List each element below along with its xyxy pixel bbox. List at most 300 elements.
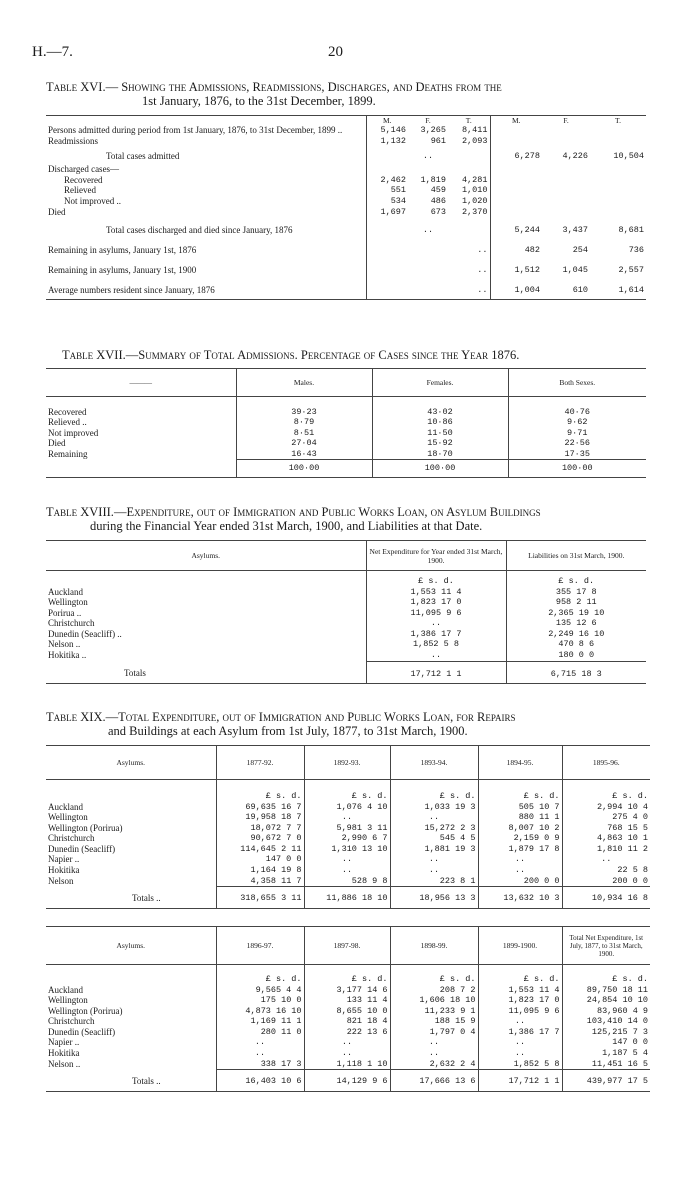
- table-row: [46, 1006, 650, 1017]
- t18-col: Asylums.: [191, 551, 221, 560]
- cell: 2,365 19 10: [506, 608, 646, 619]
- cell: 5,146: [366, 125, 408, 136]
- row-label: Persons admitted during period from 1st January, 1876, to 31st December, 1899 ..: [48, 125, 343, 135]
- table-row: [46, 239, 646, 259]
- table-row: [46, 812, 650, 823]
- row-label: Remaining: [48, 448, 88, 459]
- row-label: Relieved ..: [48, 417, 87, 428]
- row-label: Auckland: [48, 801, 83, 812]
- table18-title: [46, 505, 646, 533]
- cell: 1,045: [562, 265, 588, 276]
- table-row: [46, 438, 646, 449]
- row-label: Readmissions: [48, 135, 99, 146]
- cell: ..: [478, 865, 562, 876]
- cell: 551: [366, 185, 408, 196]
- total-cell: 13,632 10 3: [478, 887, 562, 909]
- cell: 505 10 7: [478, 802, 562, 813]
- t16-col: M.: [490, 116, 542, 126]
- cell: ..: [366, 146, 490, 164]
- table-row: [46, 217, 646, 239]
- cell: 2,994 10 4: [562, 802, 650, 813]
- table-row: [46, 597, 646, 608]
- cell: 222 13 6: [304, 1027, 390, 1038]
- cell: ..: [366, 239, 490, 259]
- cell: 1,614: [618, 285, 644, 296]
- cell: 11,233 9 1: [390, 1006, 478, 1017]
- table18-label: Table XVIII.: [46, 505, 114, 519]
- cell: 3,177 14 6: [304, 985, 390, 996]
- row-label: Died: [48, 438, 66, 449]
- cell: 27·04: [236, 438, 372, 449]
- table-row: [46, 629, 646, 640]
- t16-col: F.: [425, 116, 431, 125]
- table16-label: Table XVI.: [46, 80, 106, 94]
- cell: 2,632 2 4: [390, 1059, 478, 1070]
- cell: 1,852 5 8: [478, 1059, 562, 1070]
- cell: 6,278: [490, 146, 542, 164]
- table-row: [46, 185, 646, 196]
- cell: 1,310 13 10: [304, 844, 390, 855]
- table-row: [46, 865, 650, 876]
- cell: 280 11 0: [216, 1027, 304, 1038]
- unit-label: £ s. d.: [216, 965, 304, 985]
- cell: 11,451 16 5: [562, 1059, 650, 1070]
- table-row: [46, 639, 646, 650]
- table16-title-a: — Showing the Admissions, Readmissions, Discharges, and Deaths from the: [105, 80, 502, 94]
- row-label: Wellington (Porirua): [48, 822, 123, 833]
- t17-col: Males.: [236, 369, 372, 397]
- row-label: Wellington: [48, 812, 88, 823]
- cell: 545 4 5: [390, 833, 478, 844]
- table17-label: Table XVII.: [62, 348, 126, 362]
- unit-label: £ s. d.: [216, 780, 304, 802]
- cell: 2,462: [366, 175, 408, 186]
- cell: 11,095 9 6: [366, 608, 506, 619]
- cell: 8·79: [236, 417, 372, 428]
- cell: 8,655 10 0: [304, 1006, 390, 1017]
- table-row: [46, 417, 646, 428]
- t19a-col: 1877-92.: [216, 746, 304, 780]
- t16-col: T.: [465, 116, 472, 125]
- t17-col: Both Sexes.: [508, 369, 646, 397]
- table17-title-text: —Summary of Total Admissions. Percentage of Cases since the Year 1876.: [125, 348, 520, 362]
- cell: 958 2 11: [506, 597, 646, 608]
- cell: ..: [366, 217, 490, 239]
- cell: 1,004: [490, 279, 542, 299]
- cell: 11,095 9 6: [478, 1006, 562, 1017]
- totals-label: Totals: [124, 668, 146, 679]
- cell: ..: [304, 865, 390, 876]
- unit-label: £ s. d.: [562, 965, 650, 985]
- table19-part2: [46, 926, 650, 1092]
- total-cell: 11,886 18 10: [304, 887, 390, 909]
- cell: 18·70: [372, 449, 508, 460]
- t19b-col: 1898-99.: [390, 927, 478, 965]
- total-cell: 6,715 18 3: [506, 661, 646, 683]
- table-row: [46, 1027, 650, 1038]
- cell: 528 9 8: [304, 876, 390, 887]
- t16-col: M.: [366, 116, 408, 126]
- t17-col: ———: [129, 378, 152, 387]
- total-cell: 17,666 13 6: [390, 1070, 478, 1092]
- unit-label: £ s. d.: [390, 780, 478, 802]
- row-label: Relieved: [64, 185, 96, 196]
- cell: 1,819: [420, 174, 446, 185]
- row-label: Not improved: [48, 427, 99, 438]
- cell: 1,823 17 0: [366, 597, 506, 608]
- table-row: [46, 618, 646, 629]
- cell: ..: [478, 1037, 562, 1048]
- cell: 673: [430, 206, 446, 217]
- cell: 180 0 0: [506, 650, 646, 661]
- cell: ..: [366, 618, 506, 629]
- table-row: [46, 587, 646, 598]
- table-row: [46, 650, 646, 661]
- cell: 275 4 0: [562, 812, 650, 823]
- cell: 15·92: [372, 438, 508, 449]
- cell: 17·35: [508, 449, 646, 460]
- unit-label: £ s. d.: [304, 965, 390, 985]
- cell: 223 8 1: [390, 876, 478, 887]
- table19-title-a: —Total Expenditure, out of Immigration and Public Works Loan, for Repairs: [105, 710, 516, 724]
- cell: 114,645 2 11: [216, 844, 304, 855]
- t19a-col: 1894-95.: [478, 746, 562, 780]
- cell: 1,386 17 7: [478, 1027, 562, 1038]
- cell: 90,672 7 0: [216, 833, 304, 844]
- cell: 1,697: [366, 207, 408, 218]
- cell: 459: [430, 185, 446, 196]
- row-label: Napier ..: [48, 854, 80, 865]
- cell: 2,557: [618, 265, 644, 276]
- table-row: [46, 1016, 650, 1027]
- total-cell: 10,934 16 8: [562, 887, 650, 909]
- table-row: [46, 164, 646, 175]
- cell: 1,553 11 4: [366, 587, 506, 598]
- t19a-col: 1893-94.: [390, 746, 478, 780]
- cell: 89,750 18 11: [562, 985, 650, 996]
- cell: 135 12 6: [506, 618, 646, 629]
- row-label: Dunedin (Seacliff) ..: [48, 628, 122, 639]
- cell: 2,093: [461, 135, 488, 146]
- row-label: Dunedin (Seacliff): [48, 1026, 116, 1037]
- t16-col: F.: [563, 116, 569, 125]
- cell: 4,863 10 1: [562, 833, 650, 844]
- cell: 9·71: [508, 428, 646, 439]
- row-label: Recovered: [64, 174, 103, 185]
- row-label: Hokitika: [48, 865, 80, 876]
- cell: 2,159 0 9: [478, 833, 562, 844]
- total-cell: 16,403 10 6: [216, 1070, 304, 1092]
- cell: 10,504: [613, 151, 644, 162]
- t19a-col: Asylums.: [116, 758, 146, 767]
- cell: 2,249 16 10: [506, 629, 646, 640]
- cell: 9,565 4 4: [216, 985, 304, 996]
- row-label: Nelson ..: [48, 1058, 81, 1069]
- row-label: Not improved ..: [64, 195, 121, 206]
- row-label: Napier ..: [48, 1037, 80, 1048]
- t19b-col: 1899-1900.: [478, 927, 562, 965]
- table-row: [46, 876, 650, 887]
- cell: 961: [430, 135, 446, 146]
- cell: 4,281: [461, 174, 488, 185]
- table16: [46, 115, 646, 300]
- table19-title: [46, 710, 646, 738]
- cell: 5,244: [490, 217, 542, 239]
- table-row: [46, 146, 646, 164]
- cell: ..: [366, 650, 506, 661]
- table-row: [46, 136, 646, 147]
- table-row: [46, 407, 646, 418]
- row-label: Christchurch: [48, 1016, 95, 1027]
- cell: 16·43: [236, 449, 372, 460]
- page-header-left: H.—7.: [32, 44, 73, 60]
- cell: 1,076 4 10: [304, 802, 390, 813]
- total-cell: 18,956 13 3: [390, 887, 478, 909]
- total-cell: 17,712 1 1: [366, 661, 506, 683]
- cell: 208 7 2: [390, 985, 478, 996]
- cell: 768 15 5: [562, 823, 650, 834]
- cell: 83,960 4 9: [562, 1006, 650, 1017]
- row-label: Dunedin (Seacliff): [48, 843, 116, 854]
- table-row: [46, 196, 646, 207]
- row-label: Wellington: [48, 995, 88, 1006]
- cell: 8,411: [461, 125, 488, 135]
- cell: ..: [390, 812, 478, 823]
- cell: 10·86: [372, 417, 508, 428]
- table-row: [46, 608, 646, 619]
- row-label: Died: [48, 206, 66, 217]
- cell: ..: [304, 1037, 390, 1048]
- total-cell: 14,129 9 6: [304, 1070, 390, 1092]
- table18: [46, 540, 646, 684]
- row-label: Recovered: [48, 406, 87, 417]
- unit-label: £ s. d.: [390, 965, 478, 985]
- page-number: 20: [328, 44, 343, 60]
- cell: 610: [572, 285, 588, 296]
- cell: ..: [304, 812, 390, 823]
- row-label: Auckland: [48, 984, 83, 995]
- unit-label: £ s. d.: [478, 965, 562, 985]
- row-label: Average numbers resident since January, 1876: [48, 285, 215, 296]
- cell: ..: [478, 1048, 562, 1059]
- cell: 8,007 10 2: [478, 823, 562, 834]
- unit-label: £ s. d.: [506, 571, 646, 587]
- cell: 1,797 0 4: [390, 1027, 478, 1038]
- cell: 254: [572, 245, 588, 256]
- total-cell: 100·00: [236, 460, 372, 478]
- table18-title-a: —Expenditure, out of Immigration and Public Works Loan, on Asylum Buildings: [113, 505, 541, 519]
- cell: 15,272 2 3: [390, 823, 478, 834]
- row-label: Hokitika ..: [48, 650, 87, 661]
- cell: ..: [366, 259, 490, 279]
- cell: 19,958 18 7: [216, 812, 304, 823]
- row-label: Hokitika: [48, 1048, 80, 1059]
- row-label: Remaining in asylums, January 1st, 1900: [48, 265, 197, 276]
- cell: ..: [304, 854, 390, 865]
- table19-part1: [46, 745, 650, 909]
- cell: 880 11 1: [478, 812, 562, 823]
- cell: 4,226: [562, 151, 588, 162]
- table-row: [46, 844, 650, 855]
- cell: 1,386 17 7: [366, 629, 506, 640]
- table-row: [46, 279, 646, 299]
- cell: 103,410 14 0: [562, 1016, 650, 1027]
- cell: 1,187 5 4: [562, 1048, 650, 1059]
- total-cell: 17,712 1 1: [478, 1070, 562, 1092]
- cell: 736: [628, 245, 644, 256]
- row-label: Nelson ..: [48, 639, 81, 650]
- table-row: [46, 207, 646, 218]
- cell: 1,164 19 8: [216, 865, 304, 876]
- table-row: [46, 833, 650, 844]
- cell: 1,010: [461, 185, 488, 196]
- cell: 147 0 0: [562, 1037, 650, 1048]
- table17: [46, 368, 646, 478]
- unit-label: £ s. d.: [366, 571, 506, 587]
- cell: 175 10 0: [216, 995, 304, 1006]
- cell: 2,990 6 7: [304, 833, 390, 844]
- cell: ..: [478, 854, 562, 865]
- cell: 147 0 0: [216, 854, 304, 865]
- row-label: Total cases admitted: [106, 151, 180, 162]
- t19b-col: 1896-97.: [216, 927, 304, 965]
- cell: 188 15 9: [390, 1016, 478, 1027]
- cell: 470 8 6: [506, 639, 646, 650]
- row-label: Auckland: [48, 586, 83, 597]
- table16-title: [46, 80, 646, 108]
- cell: 1,512: [490, 259, 542, 279]
- cell: 22·56: [508, 438, 646, 449]
- cell: 1,823 17 0: [478, 995, 562, 1006]
- cell: 4,873 16 10: [216, 1006, 304, 1017]
- table-row: [46, 125, 646, 136]
- row-label: Total cases discharged and died since January, 1876: [106, 225, 293, 236]
- row-label: Remaining in asylums, January 1st, 1876: [48, 245, 197, 256]
- cell: 1,033 19 3: [390, 802, 478, 813]
- table17-title: [62, 348, 662, 362]
- cell: 3,437: [562, 225, 588, 236]
- cell: 534: [366, 196, 408, 207]
- row-label: Porirua ..: [48, 607, 82, 618]
- table-row: [46, 995, 650, 1006]
- table-row: [46, 802, 650, 813]
- unit-label: £ s. d.: [562, 780, 650, 802]
- cell: 125,215 7 3: [562, 1027, 650, 1038]
- cell: ..: [390, 1048, 478, 1059]
- cell: 40·76: [508, 407, 646, 418]
- table-row: [46, 854, 650, 865]
- row-label: Christchurch: [48, 618, 95, 629]
- cell: 1,881 19 3: [390, 844, 478, 855]
- row-label: Discharged cases—: [48, 164, 120, 175]
- cell: 2,370: [461, 206, 488, 217]
- cell: ..: [562, 854, 650, 865]
- cell: 133 11 4: [304, 995, 390, 1006]
- t19a-col: 1895-96.: [562, 746, 650, 780]
- table-row: [46, 1048, 650, 1059]
- cell: 18,072 7 7: [216, 823, 304, 834]
- t18-col: Net Expenditure for Year ended 31st March, 1900.: [366, 541, 506, 571]
- cell: 69,635 16 7: [216, 802, 304, 813]
- cell: ..: [366, 279, 490, 299]
- cell: 355 17 8: [506, 587, 646, 598]
- table-row: [46, 823, 650, 834]
- cell: ..: [216, 1048, 304, 1059]
- cell: 200 0 0: [562, 876, 650, 887]
- t19b-col: Asylums.: [116, 941, 146, 950]
- total-cell: 439,977 17 5: [562, 1070, 650, 1092]
- cell: 3,265: [420, 125, 446, 135]
- cell: 1,879 17 8: [478, 844, 562, 855]
- row-label: Wellington: [48, 597, 88, 608]
- cell: 1,810 11 2: [562, 844, 650, 855]
- cell: 486: [430, 195, 446, 206]
- cell: ..: [478, 1016, 562, 1027]
- cell: 821 18 4: [304, 1016, 390, 1027]
- table-row: [46, 428, 646, 439]
- cell: 338 17 3: [216, 1059, 304, 1070]
- table16-title-b: 1st January, 1876, to the 31st December, 1899.: [142, 94, 376, 108]
- table-row: [46, 1037, 650, 1048]
- total-cell: 100·00: [372, 460, 508, 478]
- table-row: [46, 449, 646, 460]
- cell: 200 0 0: [478, 876, 562, 887]
- cell: 482: [490, 239, 542, 259]
- cell: ..: [304, 1048, 390, 1059]
- unit-label: £ s. d.: [478, 780, 562, 802]
- table-row: [46, 175, 646, 186]
- cell: 1,169 11 1: [216, 1016, 304, 1027]
- table18-title-b: during the Financial Year ended 31st March, 1900, and Liabilities at that Date.: [90, 519, 483, 533]
- row-label: Christchurch: [48, 833, 95, 844]
- cell: 11·50: [372, 428, 508, 439]
- table19-label: Table XIX.: [46, 710, 106, 724]
- t19a-col: 1892-93.: [304, 746, 390, 780]
- table-row: [46, 985, 650, 996]
- cell: ..: [216, 1037, 304, 1048]
- cell: 1,852 5 8: [366, 639, 506, 650]
- t19b-col: 1897-98.: [304, 927, 390, 965]
- totals-label: Totals ..: [132, 892, 161, 903]
- totals-label: Totals ..: [132, 1075, 161, 1086]
- total-cell: 100·00: [508, 460, 646, 478]
- unit-label: £ s. d.: [304, 780, 390, 802]
- cell: 39·23: [236, 407, 372, 418]
- t18-col: Liabilities on 31st March, 1900.: [506, 541, 646, 571]
- cell: ..: [390, 1037, 478, 1048]
- cell: 24,854 10 10: [562, 995, 650, 1006]
- cell: 22 5 8: [562, 865, 650, 876]
- cell: 8,681: [618, 225, 644, 236]
- table-row: [46, 1059, 650, 1070]
- cell: 1,132: [366, 136, 408, 147]
- t19b-col: Total Net Expenditure, 1st July, 1877, to 31st March, 1900.: [562, 927, 650, 965]
- table19-title-b: and Buildings at each Asylum from 1st July, 1877, to 31st March, 1900.: [108, 724, 468, 738]
- cell: 8·51: [236, 428, 372, 439]
- cell: 4,358 11 7: [216, 876, 304, 887]
- cell: ..: [390, 854, 478, 865]
- row-label: Nelson: [48, 875, 74, 886]
- row-label: Wellington (Porirua): [48, 1005, 123, 1016]
- cell: 5,981 3 11: [304, 823, 390, 834]
- cell: 9·62: [508, 417, 646, 428]
- cell: 1,020: [461, 195, 488, 206]
- cell: 1,118 1 10: [304, 1059, 390, 1070]
- t16-col: T.: [615, 116, 621, 125]
- cell: 1,553 11 4: [478, 985, 562, 996]
- total-cell: 318,655 3 11: [216, 887, 304, 909]
- cell: ..: [390, 865, 478, 876]
